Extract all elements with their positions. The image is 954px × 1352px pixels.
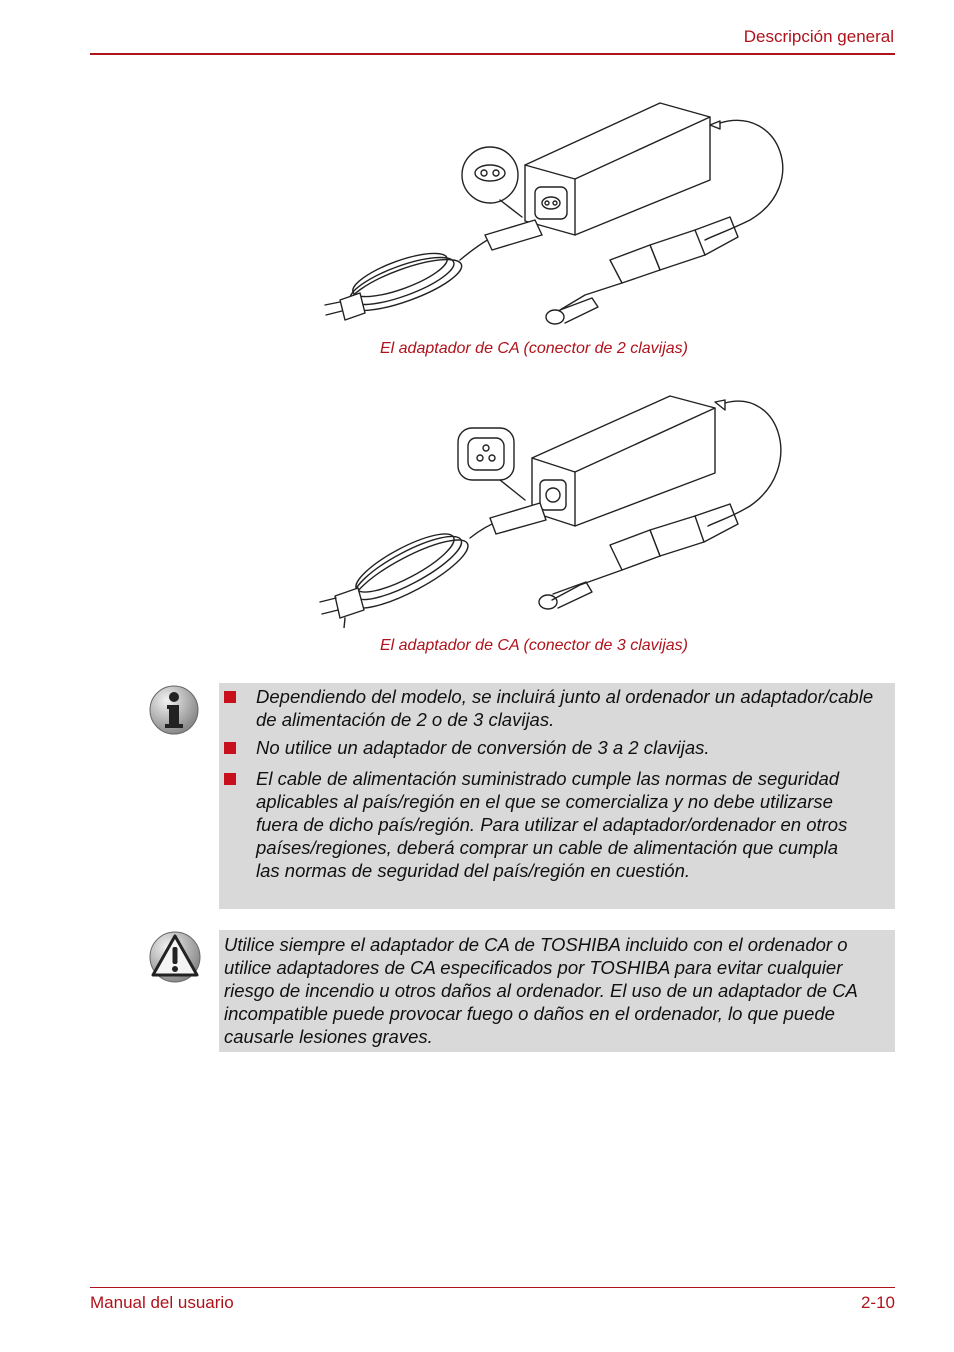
info-bullet-text: No utilice un adaptador de conversión de 3 a 2 clavijas. (256, 737, 710, 758)
figure-caption-2-pin: El adaptador de CA (conector de 2 clavijas) (379, 340, 688, 357)
footer-rule (90, 1287, 895, 1288)
bullet-square-icon (224, 773, 236, 785)
footer-manual-title: Manual del usuario (90, 1293, 234, 1312)
header-rule (90, 53, 895, 55)
page-header-title: Descripción general (743, 27, 894, 46)
bullet-square-icon (224, 691, 236, 703)
info-note-box (219, 683, 895, 909)
info-icon (148, 684, 200, 736)
warning-note-box (219, 930, 895, 1052)
bullet-square-icon (224, 742, 236, 754)
info-bullet-text: Dependiendo del modelo, se incluirá junto al ordenador un adaptador/cable de alimentación de 2 o de 3 clavijas. (256, 686, 874, 730)
footer-page-number: 2-10 (860, 1293, 895, 1312)
warning-note-text: Utilice siempre el adaptador de CA de TOSHIBA incluido con el ordenador o utilice adaptadores de CA especificados por TOSHIBA para evitar cualquier riesgo de incendio u otros daños al ordenador. El uso de un adaptador de CA incompatible puede provocar fuego o daños en el ordenador, lo que puede causarle lesiones graves. (224, 934, 858, 1047)
figure-caption-3-pin: El adaptador de CA (conector de 3 clavijas) (379, 637, 688, 654)
ac-adapter-2-pin-illustration (310, 95, 800, 335)
ac-adapter-3-pin-illustration (310, 388, 800, 628)
warning-icon (148, 930, 202, 984)
info-bullet-text: El cable de alimentación suministrado cumple las normas de seguridad aplicables al país/región en el que se comercializa y no debe utilizarse fuera de dicho país/región. Para utilizar el adaptador/ordenador en otros países/regiones, deberá comprar un cable de alimentación que cumpla las normas de seguridad del país/región en cuestión. (256, 768, 848, 881)
